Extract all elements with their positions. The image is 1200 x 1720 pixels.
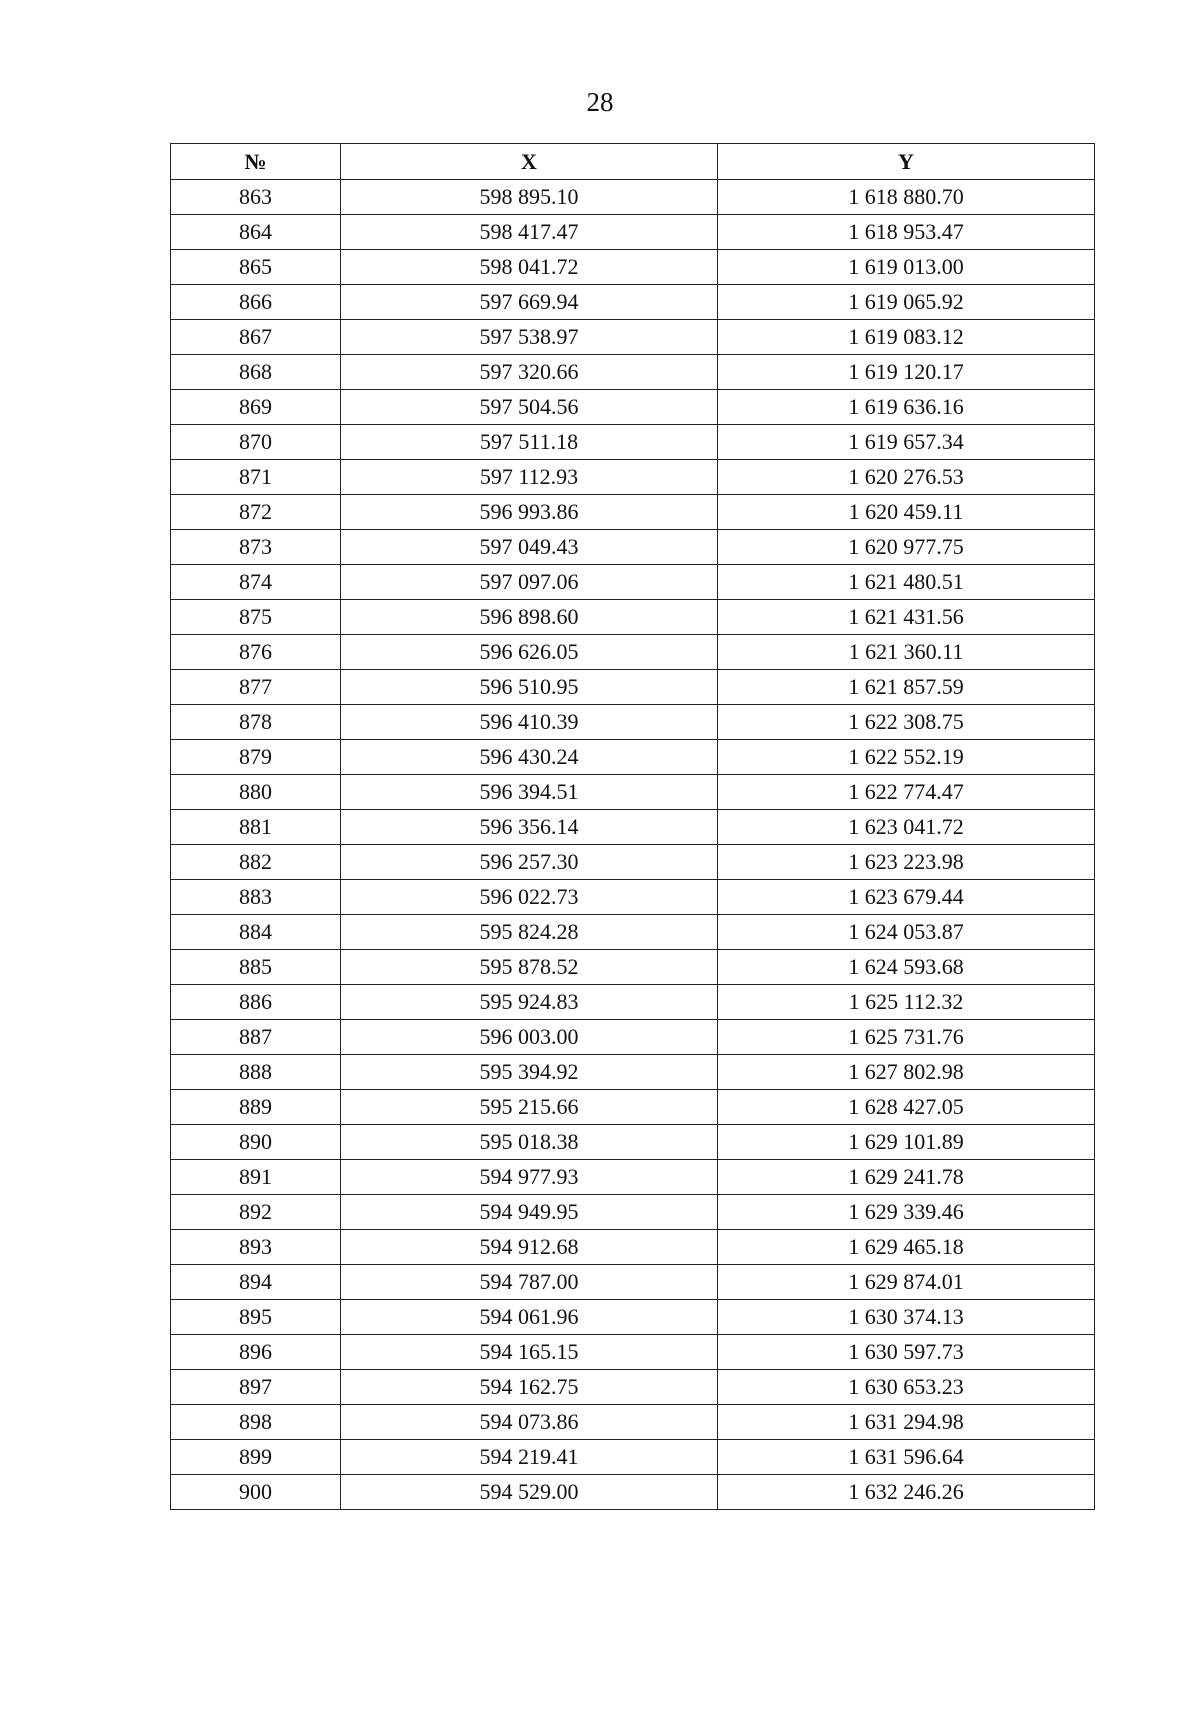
cell-y: 1 619 065.92 [718,285,1095,320]
cell-y: 1 622 774.47 [718,775,1095,810]
table-row [171,460,1095,495]
cell-y: 1 632 246.26 [718,1475,1095,1510]
table-row [171,1405,1095,1440]
table-body [171,180,1095,1510]
cell-x: 596 993.86 [341,495,718,530]
cell-number: 885 [171,950,341,985]
table-row [171,495,1095,530]
header-x: X [341,144,718,180]
table-row [171,775,1095,810]
cell-number: 878 [171,705,341,740]
cell-x: 597 504.56 [341,390,718,425]
table-row [171,1020,1095,1055]
cell-x: 596 356.14 [341,810,718,845]
cell-number: 881 [171,810,341,845]
cell-number: 877 [171,670,341,705]
cell-number: 889 [171,1090,341,1125]
table-row [171,600,1095,635]
table-row [171,1195,1095,1230]
cell-x: 596 022.73 [341,880,718,915]
table-row [171,1160,1095,1195]
cell-x: 597 320.66 [341,355,718,390]
cell-number: 892 [171,1195,341,1230]
table-row [171,705,1095,740]
cell-y: 1 630 653.23 [718,1370,1095,1405]
cell-y: 1 624 053.87 [718,915,1095,950]
cell-number: 890 [171,1125,341,1160]
cell-x: 596 003.00 [341,1020,718,1055]
cell-x: 594 162.75 [341,1370,718,1405]
table-row [171,180,1095,215]
table-row [171,355,1095,390]
table-row [171,1125,1095,1160]
cell-number: 880 [171,775,341,810]
table-row [171,670,1095,705]
table-row [171,530,1095,565]
cell-y: 1 631 596.64 [718,1440,1095,1475]
table-row [171,1335,1095,1370]
table-row [171,390,1095,425]
cell-y: 1 619 083.12 [718,320,1095,355]
cell-number: 869 [171,390,341,425]
table-row [171,1265,1095,1300]
cell-number: 900 [171,1475,341,1510]
cell-number: 873 [171,530,341,565]
cell-x: 594 977.93 [341,1160,718,1195]
table-row [171,565,1095,600]
cell-number: 872 [171,495,341,530]
cell-number: 884 [171,915,341,950]
cell-y: 1 629 101.89 [718,1125,1095,1160]
table-header-row [171,144,1095,180]
cell-x: 595 924.83 [341,985,718,1020]
cell-number: 875 [171,600,341,635]
cell-y: 1 621 480.51 [718,565,1095,600]
cell-y: 1 629 241.78 [718,1160,1095,1195]
cell-y: 1 622 308.75 [718,705,1095,740]
cell-number: 879 [171,740,341,775]
table-row [171,1370,1095,1405]
cell-x: 594 912.68 [341,1230,718,1265]
cell-x: 595 215.66 [341,1090,718,1125]
cell-number: 874 [171,565,341,600]
cell-number: 887 [171,1020,341,1055]
cell-number: 891 [171,1160,341,1195]
cell-y: 1 620 459.11 [718,495,1095,530]
table-row [171,740,1095,775]
cell-x: 594 787.00 [341,1265,718,1300]
header-y: Y [718,144,1095,180]
cell-x: 598 895.10 [341,180,718,215]
cell-y: 1 619 657.34 [718,425,1095,460]
cell-x: 596 257.30 [341,845,718,880]
coordinates-table [170,143,1095,1510]
cell-y: 1 619 013.00 [718,250,1095,285]
cell-x: 596 394.51 [341,775,718,810]
cell-x: 596 410.39 [341,705,718,740]
cell-x: 594 529.00 [341,1475,718,1510]
cell-y: 1 618 880.70 [718,180,1095,215]
table-row [171,810,1095,845]
cell-x: 597 538.97 [341,320,718,355]
cell-number: 882 [171,845,341,880]
cell-y: 1 627 802.98 [718,1055,1095,1090]
cell-number: 893 [171,1230,341,1265]
cell-number: 868 [171,355,341,390]
cell-x: 594 061.96 [341,1300,718,1335]
cell-y: 1 619 120.17 [718,355,1095,390]
cell-x: 595 824.28 [341,915,718,950]
cell-number: 886 [171,985,341,1020]
cell-number: 894 [171,1265,341,1300]
cell-number: 896 [171,1335,341,1370]
table-row [171,1230,1095,1265]
cell-y: 1 629 465.18 [718,1230,1095,1265]
cell-number: 888 [171,1055,341,1090]
table-row [171,1440,1095,1475]
cell-x: 595 018.38 [341,1125,718,1160]
cell-x: 598 041.72 [341,250,718,285]
cell-x: 596 430.24 [341,740,718,775]
cell-number: 865 [171,250,341,285]
cell-y: 1 625 112.32 [718,985,1095,1020]
table-row [171,950,1095,985]
header-number: № [171,144,341,180]
cell-x: 597 112.93 [341,460,718,495]
cell-y: 1 623 679.44 [718,880,1095,915]
table-row [171,845,1095,880]
cell-y: 1 629 874.01 [718,1265,1095,1300]
table-row [171,635,1095,670]
cell-y: 1 621 857.59 [718,670,1095,705]
cell-y: 1 619 636.16 [718,390,1095,425]
cell-number: 867 [171,320,341,355]
cell-y: 1 628 427.05 [718,1090,1095,1125]
cell-number: 897 [171,1370,341,1405]
cell-number: 895 [171,1300,341,1335]
cell-x: 594 165.15 [341,1335,718,1370]
cell-y: 1 625 731.76 [718,1020,1095,1055]
cell-y: 1 631 294.98 [718,1405,1095,1440]
cell-number: 864 [171,215,341,250]
table-row [171,1055,1095,1090]
table-row [171,425,1095,460]
table-row [171,880,1095,915]
table-row [171,1300,1095,1335]
cell-x: 597 049.43 [341,530,718,565]
cell-y: 1 623 223.98 [718,845,1095,880]
cell-y: 1 630 374.13 [718,1300,1095,1335]
cell-number: 876 [171,635,341,670]
cell-number: 898 [171,1405,341,1440]
table-row [171,1475,1095,1510]
cell-number: 870 [171,425,341,460]
cell-x: 594 949.95 [341,1195,718,1230]
cell-y: 1 618 953.47 [718,215,1095,250]
cell-x: 598 417.47 [341,215,718,250]
cell-number: 883 [171,880,341,915]
cell-x: 594 219.41 [341,1440,718,1475]
cell-y: 1 629 339.46 [718,1195,1095,1230]
cell-x: 596 626.05 [341,635,718,670]
cell-number: 899 [171,1440,341,1475]
cell-y: 1 624 593.68 [718,950,1095,985]
cell-y: 1 620 276.53 [718,460,1095,495]
table-row [171,285,1095,320]
cell-y: 1 630 597.73 [718,1335,1095,1370]
cell-number: 863 [171,180,341,215]
cell-x: 594 073.86 [341,1405,718,1440]
table-row [171,915,1095,950]
cell-y: 1 621 431.56 [718,600,1095,635]
cell-y: 1 620 977.75 [718,530,1095,565]
table-row [171,215,1095,250]
cell-x: 597 097.06 [341,565,718,600]
table-row [171,250,1095,285]
page-number: 28 [586,87,614,117]
cell-x: 596 510.95 [341,670,718,705]
table-row [171,1090,1095,1125]
cell-x: 595 394.92 [341,1055,718,1090]
cell-x: 597 511.18 [341,425,718,460]
cell-y: 1 622 552.19 [718,740,1095,775]
cell-y: 1 623 041.72 [718,810,1095,845]
cell-x: 597 669.94 [341,285,718,320]
table-row [171,985,1095,1020]
cell-number: 866 [171,285,341,320]
cell-x: 596 898.60 [341,600,718,635]
cell-number: 871 [171,460,341,495]
table-row [171,320,1095,355]
cell-x: 595 878.52 [341,950,718,985]
cell-y: 1 621 360.11 [718,635,1095,670]
